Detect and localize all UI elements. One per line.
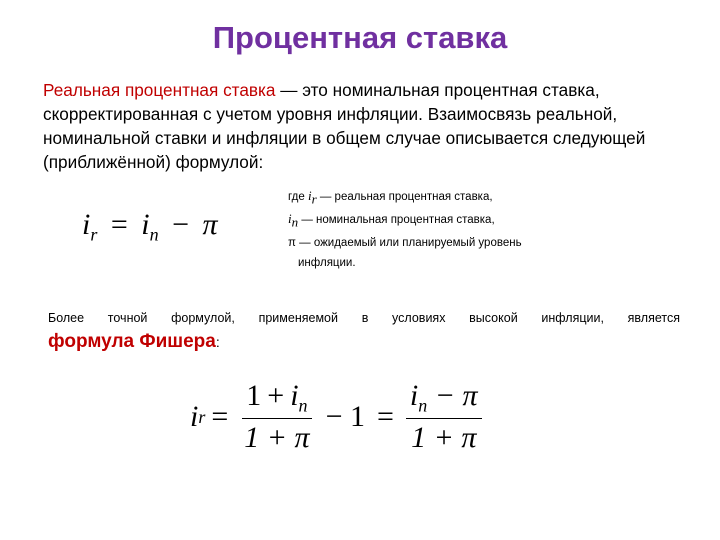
fraction-one bbox=[240, 379, 313, 455]
legend-in-text: — номинальная процентная ставка, bbox=[298, 214, 495, 227]
f2-num-var: i bbox=[409, 378, 419, 412]
fraction-two bbox=[406, 379, 482, 455]
legend-ir-text: — реальная процентная ставка, bbox=[316, 191, 493, 203]
fraction-one-denominator: 1 + π bbox=[244, 421, 310, 455]
fisher-colon: : bbox=[215, 334, 220, 350]
legend-line-ir bbox=[288, 186, 608, 209]
formula2-eq2: = bbox=[376, 400, 394, 433]
f1-num-var: i bbox=[290, 378, 299, 412]
legend-ir-sub: r bbox=[311, 191, 317, 207]
f1-num-sub: n bbox=[298, 395, 308, 416]
legend-line-pi: π — ожидаемый или планируемый уровень bbox=[288, 236, 522, 249]
approximate-formula bbox=[82, 208, 218, 245]
f1-num-plus: + bbox=[267, 378, 285, 412]
fraction-two-denominator: 1 + π bbox=[411, 421, 477, 455]
formula1-a: i bbox=[141, 208, 150, 241]
legend-line-pi-cont: инфляции. bbox=[298, 256, 356, 269]
legend-in-sub: n bbox=[291, 214, 299, 230]
page-title: Процентная ставка bbox=[212, 20, 508, 55]
legend-line-in bbox=[288, 209, 608, 232]
formula2-lhs: i bbox=[190, 400, 199, 433]
formula-legend bbox=[288, 186, 608, 273]
fraction-two-numerator bbox=[406, 379, 482, 419]
legend-ir-var: i bbox=[307, 188, 312, 203]
formula1-minus: − bbox=[172, 208, 190, 241]
legend-in-var: i bbox=[288, 211, 292, 227]
formula1-b: π bbox=[202, 208, 218, 241]
formula2-lhs-sub: r bbox=[198, 406, 206, 427]
precise-formula-text: Более точной формулой, применяемой в условиях высокой инфляции, является bbox=[48, 311, 680, 325]
fisher-label: формула Фишера bbox=[48, 331, 216, 352]
f1-num-one: 1 bbox=[246, 378, 262, 412]
formula2-eq: = bbox=[211, 400, 229, 433]
formula1-a-sub: n bbox=[149, 224, 159, 245]
formula1-eq: = bbox=[110, 208, 128, 241]
intro-paragraph bbox=[43, 78, 683, 174]
fisher-heading bbox=[48, 331, 220, 353]
intro-text: — это номинальная процентная ставка, скорректированная с учетом уровня инфляции. Взаимосвязь реальной, номинальной ставки и инфляции в общем случае описывается следующей (приближённой) формулой: bbox=[43, 80, 646, 172]
formula2-minus-one: − 1 bbox=[325, 400, 365, 433]
fisher-formula bbox=[190, 372, 488, 462]
formula1-lhs: i bbox=[82, 208, 91, 241]
f2-num-rest: − π bbox=[427, 378, 478, 412]
fraction-one-numerator bbox=[242, 379, 311, 419]
f2-num-sub: n bbox=[418, 395, 428, 416]
legend-prefix: где bbox=[288, 191, 308, 203]
formula1-lhs-sub: r bbox=[90, 224, 98, 245]
real-rate-term: Реальная процентная ставка bbox=[43, 80, 276, 100]
